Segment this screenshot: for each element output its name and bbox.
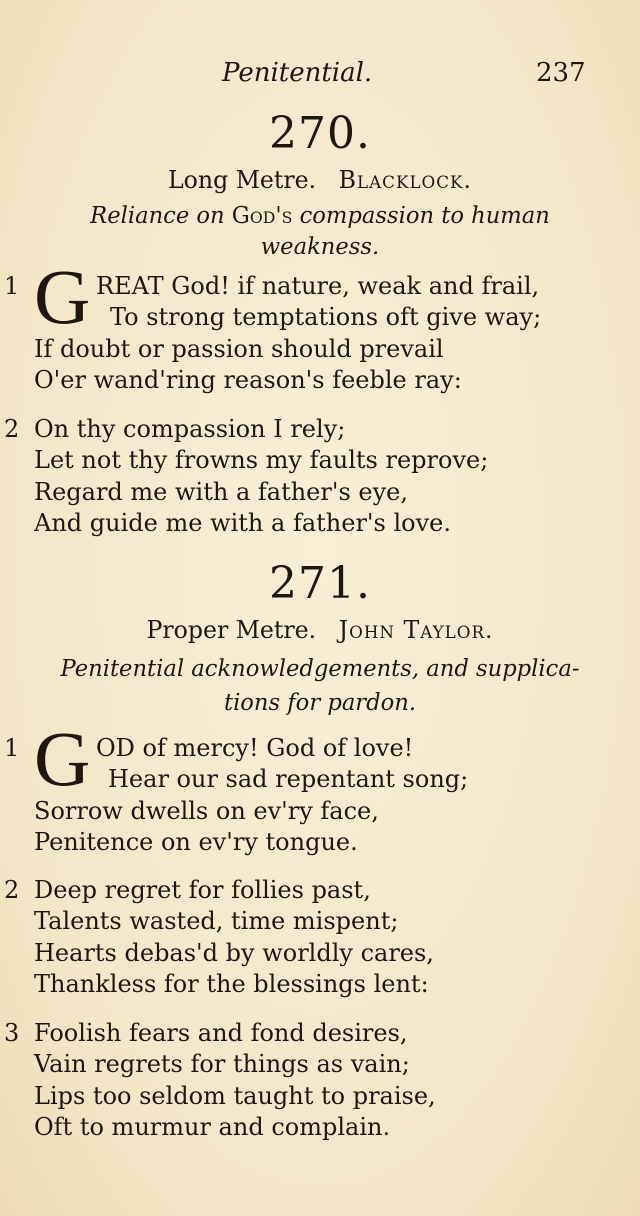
- verse-line: Regard me with a father's eye,: [34, 478, 408, 506]
- meter-line: [5, 166, 635, 194]
- verse-line: Let not thy frowns my faults reprove;: [34, 446, 489, 474]
- drop-cap: G: [34, 253, 91, 340]
- verse-line: Vain regrets for things as vain;: [34, 1050, 410, 1078]
- verse-line: Thankless for the blessings lent:: [34, 970, 429, 998]
- stanza-number: 2: [4, 415, 20, 443]
- meter: Proper Metre.: [146, 616, 317, 644]
- verse-line: Talents wasted, time mispent;: [34, 907, 399, 935]
- verse-line: Hearts debas'd by worldly cares,: [34, 939, 434, 967]
- author: John Taylor.: [338, 616, 494, 644]
- stanza-number: 2: [4, 876, 20, 904]
- verse-line: Penitence on ev'ry tongue.: [34, 828, 358, 856]
- verse-line: If doubt or passion should prevail: [34, 335, 444, 363]
- subject-god: God's: [231, 203, 293, 229]
- hymn-number: 271.: [269, 558, 371, 609]
- verse-line: Lips too seldom taught to praise,: [34, 1082, 436, 1110]
- hymn-subject: Penitential acknowledgements, and supplica-: [60, 656, 580, 682]
- verse-line: REAT God! if nature, weak and frail,: [96, 272, 540, 300]
- hymn-subject-line2: weakness.: [260, 234, 380, 260]
- verse-line: Hear our sad repentant song;: [108, 765, 469, 793]
- hymn-number: 270.: [269, 108, 371, 159]
- meter: Long Metre.: [168, 166, 317, 194]
- verse-line: OD of mercy! God of love!: [96, 734, 414, 762]
- hymn-subject: [5, 203, 635, 229]
- verse-line: Deep regret for follies past,: [34, 876, 371, 904]
- meter-line: [5, 616, 635, 644]
- page-number: 237: [536, 58, 586, 88]
- subject-part: compassion to human: [299, 203, 550, 229]
- verse-line: Sorrow dwells on ev'ry face,: [34, 797, 379, 825]
- author: Blacklock.: [338, 166, 472, 194]
- hymn-subject-line2: tions for pardon.: [223, 690, 417, 716]
- verse-line: To strong temptations oft give way;: [110, 303, 542, 331]
- verse-line: And guide me with a father's love.: [34, 509, 451, 537]
- drop-cap: G: [34, 715, 91, 802]
- verse-line: On thy compassion I rely;: [34, 415, 346, 443]
- stanza-number: 3: [4, 1019, 20, 1047]
- running-head: Penitential.: [222, 58, 373, 88]
- verse-line: Oft to murmur and complain.: [34, 1113, 391, 1141]
- subject-part: Reliance on: [90, 203, 225, 229]
- stanza-number: 1: [4, 272, 20, 300]
- stanza-number: 1: [4, 734, 20, 762]
- verse-line: O'er wand'ring reason's feeble ray:: [34, 366, 462, 394]
- verse-line: Foolish fears and fond desires,: [34, 1019, 408, 1047]
